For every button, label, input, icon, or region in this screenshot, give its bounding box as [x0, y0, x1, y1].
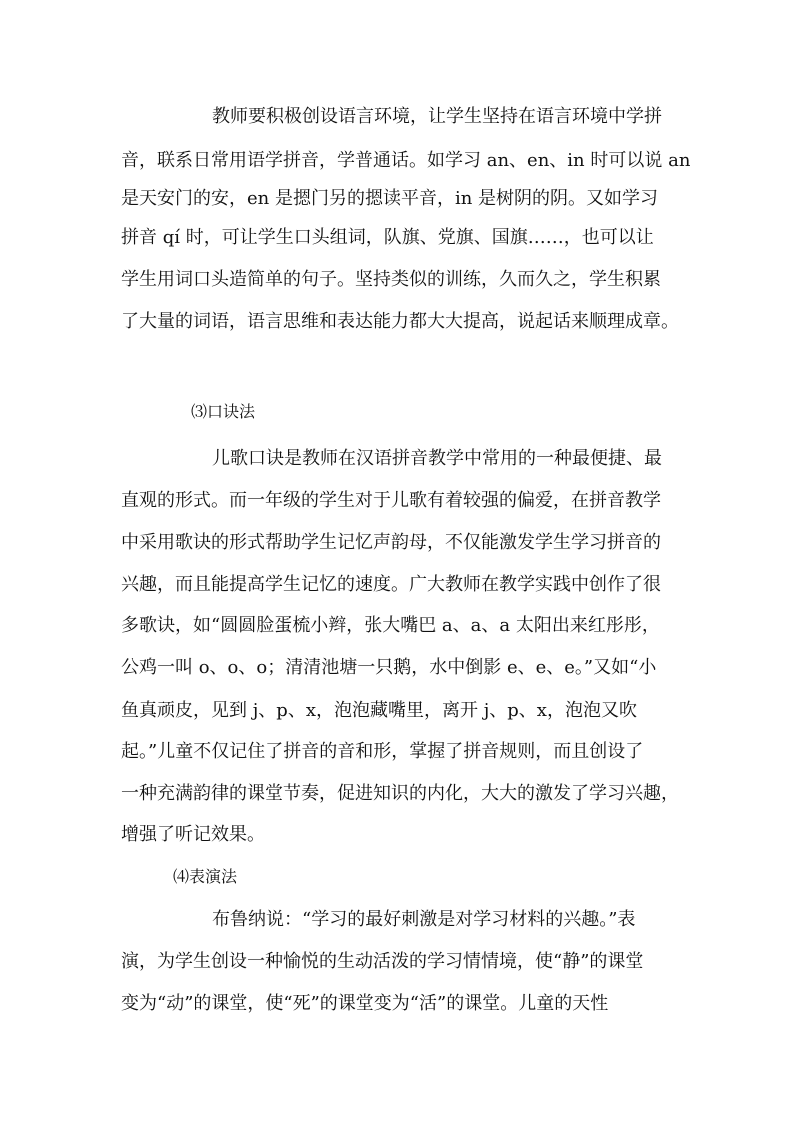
- paragraph-2-line-1: 儿歌口诀是教师在汉语拼音教学中常用的一种最便捷、最: [212, 448, 662, 469]
- paragraph-2-line-4: 兴趣，而且能提高学生记忆的速度。广大教师在教学实践中创作了很: [121, 574, 661, 595]
- paragraph-1-line-2: 音，联系日常用语学拼音，学普通话。如学习 an、en、in 时可以说 an: [121, 150, 691, 171]
- paragraph-2-line-6: 公鸡一叫 o、o、o；清清池塘一只鹅，水中倒影 e、e、e。”又如“小: [121, 657, 657, 678]
- paragraph-2-line-8: 起。”儿童不仅记住了拼音的音和形，掌握了拼音规则，而且创设了: [121, 741, 644, 762]
- paragraph-1-line-1: 教师要积极创设语言环境，让学生坚持在语言环境中学拼: [212, 106, 662, 127]
- paragraph-1-line-6: 了大量的词语，语言思维和表达能力都大大提高，说起话来顺理成章。: [121, 311, 679, 332]
- paragraph-3-line-3: 变为“动”的课堂，使“死”的课堂变为“活”的课堂。儿童的天性: [121, 993, 609, 1014]
- paragraph-1-line-3: 是天安门的安，en 是摁门另的摁读平音，in 是树阴的阴。又如学习: [121, 188, 659, 209]
- paragraph-2-line-9: 一种充满韵律的课堂节奏，促进知识的内化，大大的激发了学习兴趣，: [121, 783, 679, 804]
- paragraph-1-line-5: 学生用词口头造简单的句子。坚持类似的训练，久而久之，学生积累: [121, 269, 661, 290]
- paragraph-2-line-5: 多歌诀，如“圆圆脸蛋梳小辫，张大嘴巴 a、a、a 太阳出来红彤彤，: [121, 615, 660, 636]
- paragraph-2-line-10: 增强了听记效果。: [121, 824, 265, 845]
- paragraph-2-line-3: 中采用歌诀的形式帮助学生记忆声韵母，不仅能激发学生学习拼音的: [121, 532, 661, 553]
- paragraph-2-line-2: 直观的形式。而一年级的学生对于儿歌有着较强的偏爱，在拼音教学: [121, 490, 661, 511]
- paragraph-1-line-4: 拼音 qí 时，可让学生口头组词，队旗、党旗、国旗……，也可以让: [121, 227, 654, 248]
- paragraph-3-line-2: 演，为学生创设一种愉悦的生动活泼的学习情情境，使“静”的课堂: [121, 951, 644, 972]
- section-heading-4: ⑷表演法: [173, 867, 238, 886]
- paragraph-2-line-7: 鱼真顽皮，见到 j、p、x，泡泡藏嘴里，离开 j、p、x，泡泡又吹: [121, 700, 637, 721]
- paragraph-3-line-1: 布鲁纳说：“学习的最好刺激是对学习材料的兴趣。”表: [212, 909, 636, 930]
- section-heading-3: ⑶口诀法: [191, 402, 256, 421]
